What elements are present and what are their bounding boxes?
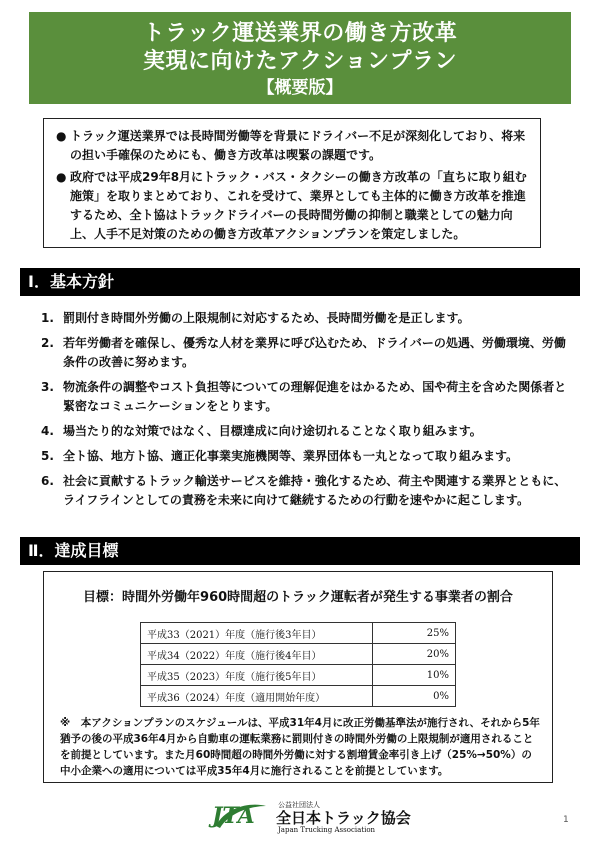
bullet-icon: ●: [56, 129, 67, 143]
item-number: 3.: [41, 380, 54, 394]
intro-bullet: [56, 127, 528, 165]
goal-box: [43, 571, 553, 783]
section-heading-goals: Ⅱ．達成目標: [20, 537, 580, 565]
goal-title: 目標：時間外労働年960時間超のトラック運転者が発生する事業者の割合: [83, 590, 513, 605]
item-text: 場当たり的な対策ではなく、目標達成に向け途切れることなく取り組みます。: [63, 424, 482, 438]
item-number: 4.: [41, 424, 54, 438]
intro-bullet-text: トラック運送業界では長時間労働等を背景にドライバー不足が深刻化しており、将来の担い手確保のためにも、働き方改革は喫緊の課題です。: [70, 129, 526, 162]
bullet-icon: ●: [56, 170, 67, 184]
table-cell-value: 10%: [373, 665, 456, 686]
table-cell-year: 平成36（2024）年度（適用開始年度）: [141, 686, 373, 707]
list-item: [41, 447, 571, 466]
item-text: 社会に貢献するトラック輸送サービスを維持・強化するため、荷主や関連する業界とともに、ライフラインとしての責務を未来に向けて継続するための行動を速やかに起こします。: [63, 474, 567, 507]
table-cell-value: 20%: [373, 644, 456, 665]
item-number: 2.: [41, 336, 54, 350]
intro-box: [43, 118, 541, 248]
table-cell-year: 平成33（2021）年度（施行後3年目）: [141, 623, 373, 644]
table-row: [141, 623, 456, 644]
table-row: [141, 686, 456, 707]
list-item: [41, 472, 571, 510]
org-name: 全日本トラック協会: [276, 809, 411, 827]
schedule-note: ※ 本アクションプランのスケジュールは、平成31年4月に改正労働基準法が施行され、それから5年猶予の後の平成36年4月から自動車の運転業務に罰則付きの時間外労働の上限規制が適用されることを前提としています。また月60時間超の時間外労働に対する割増賃金率引き上げ（25%→50%）の中小企業への適用については平成35年4月に施行されることを前提としています。: [60, 717, 540, 777]
item-number: 5.: [41, 449, 54, 463]
table-row: [141, 665, 456, 686]
list-item: [41, 334, 571, 372]
policy-list: [41, 309, 571, 516]
table-cell-year: 平成35（2023）年度（施行後5年目）: [141, 665, 373, 686]
title-line-3: 【概要版】: [257, 78, 343, 98]
list-item: [41, 309, 571, 328]
list-item: [41, 422, 571, 441]
goal-table: [140, 622, 456, 707]
page-number: 1: [563, 815, 569, 825]
item-text: 全ト協、地方ト協、適正化事業実施機関等、業界団体も一丸となって取り組みます。: [63, 449, 519, 463]
table-cell-value: 25%: [373, 623, 456, 644]
org-english-name: Japan Trucking Association: [278, 826, 376, 834]
title-line-1: トラック運送業界の働き方改革: [142, 21, 458, 46]
table-cell-year: 平成34（2022）年度（施行後4年目）: [141, 644, 373, 665]
title-line-2: 実現に向けたアクションプラン: [143, 49, 457, 74]
item-text: 若年労働者を確保し、優秀な人材を業界に呼び込むため、ドライバーの処遇、労働環境、労働条件の改善に努めます。: [63, 336, 566, 369]
item-text: 物流条件の調整やコスト負担等についての理解促進をはかるため、国や荷主を含めた関係者と緊密なコミュニケーションをとります。: [63, 380, 567, 413]
section-heading-policy: Ⅰ．基本方針: [20, 268, 580, 296]
item-number: 1.: [41, 311, 54, 325]
intro-bullet-text: 政府では平成29年8月にトラック・バス・タクシーの働き方改革の「直ちに取り組む施策」を取りまとめており、これを受けて、業界としても主体的に働き方改革を推進するため、全ト協はトラックドライバーの長時間労働の抑制と職業としての魅力向上、人手不足対策のための働き方改革アクションプランを策定しました。: [70, 170, 527, 241]
org-kind-label: 公益社団法人: [278, 801, 320, 809]
item-number: 6.: [41, 474, 54, 488]
title-banner: [29, 12, 571, 104]
intro-bullet: [56, 168, 528, 244]
logo-mark: JTA: [212, 803, 255, 829]
item-text: 罰則付き時間外労働の上限規制に対応するため、長時間労働を是正します。: [63, 311, 470, 325]
table-cell-value: 0%: [373, 686, 456, 707]
table-row: [141, 644, 456, 665]
list-item: [41, 378, 571, 416]
organization-logo: [212, 800, 417, 832]
